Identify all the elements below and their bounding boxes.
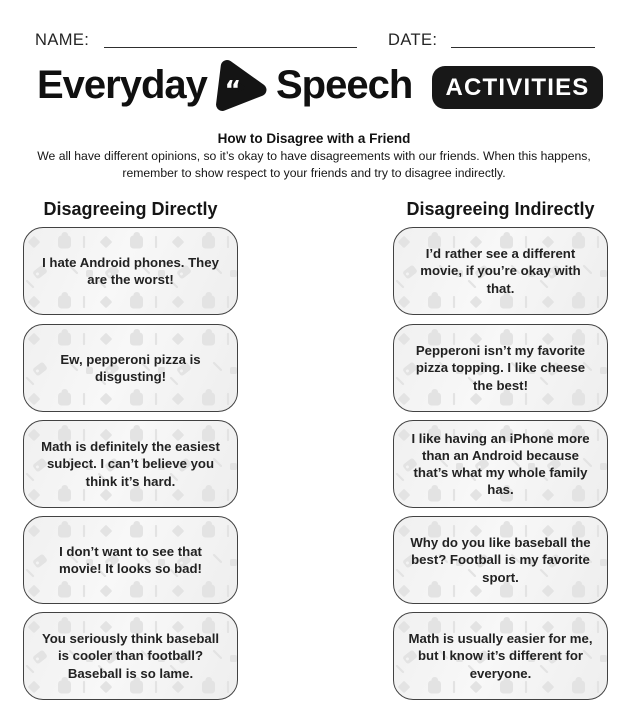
indirect-card-2 (393, 324, 608, 412)
play-quotes-icon (212, 57, 270, 118)
name-blank-line (104, 47, 357, 48)
direct-card-5 (23, 612, 238, 700)
indirect-card-5 (393, 612, 608, 700)
activities-badge (432, 66, 603, 109)
card-text: I hate Android phones. They are the worst! (42, 254, 219, 287)
logo-wordmark-speech: Speech (276, 63, 413, 107)
intro-line-2: remember to show respect to your friends and try to disagree indirectly. (122, 166, 506, 180)
card-text: I don’t want to see that movie! It looks so bad! (59, 543, 202, 576)
card-text: Pepperoni isn’t my favorite pizza topping. I like cheese the best! (415, 343, 586, 393)
worksheet-title: How to Disagree with a Friend (217, 131, 411, 146)
card-text: Math is usually easier for me, but I know it’s different for everyone. (408, 631, 593, 681)
card-text: You seriously think baseball is cooler than football? Baseball is so lame. (41, 631, 220, 681)
indirect-card-4 (393, 516, 608, 604)
activities-badge-label: ACTIVITIES (445, 73, 590, 101)
date-label: DATE: (388, 31, 438, 49)
column-heading-direct: Disagreeing Directly (43, 199, 218, 219)
card-text: Math is definitely the easiest subject. I can’t believe you think it’s hard. (41, 439, 220, 489)
intro-line-1: We all have different opinions, so it’s okay to have disagreements with our friends. When this happens, (37, 149, 591, 163)
direct-card-1 (23, 227, 238, 315)
card-text: Ew, pepperoni pizza is disgusting! (60, 351, 201, 384)
indirect-card-3 (393, 420, 608, 508)
direct-card-4 (23, 516, 238, 604)
card-text: I’d rather see a different movie, if you’re okay with that. (420, 246, 581, 296)
direct-card-3 (23, 420, 238, 508)
logo-wordmark-everyday: Everyday (37, 63, 207, 107)
card-text: Why do you like baseball the best? Football is my favorite sport. (410, 535, 591, 585)
column-heading-indirect: Disagreeing Indirectly (406, 199, 595, 219)
card-text: I like having an iPhone more than an Android because that’s what my whole family has. (411, 430, 590, 498)
direct-card-2 (23, 324, 238, 412)
indirect-card-1 (393, 227, 608, 315)
name-label: NAME: (35, 31, 90, 49)
quote-glyph: “ (224, 75, 242, 105)
date-blank-line (451, 47, 595, 48)
